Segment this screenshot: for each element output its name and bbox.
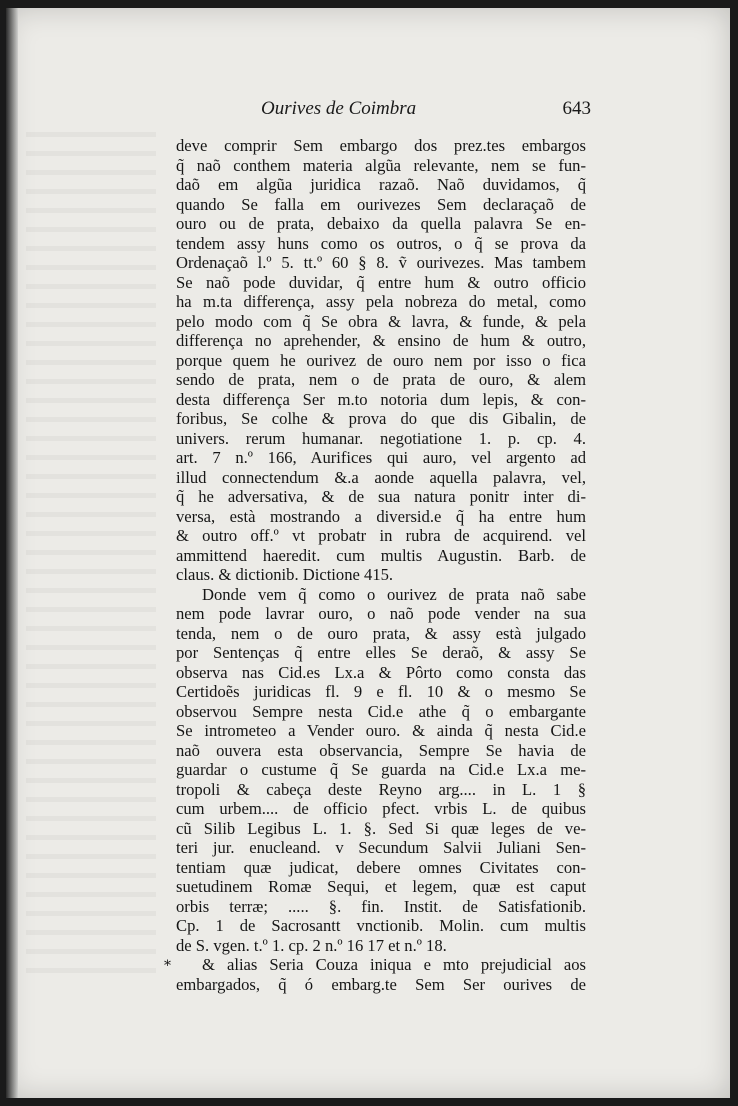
text-line: Se naõ pode duvidar, q̃ entre hum & outro officio — [176, 272, 586, 292]
text-line: q̃ naõ conthem materia algũa relevante, nem se fun- — [176, 155, 586, 175]
text-line: de S. vgen. t.º 1. cp. 2 n.º 16 17 et n.º 18. — [176, 935, 447, 955]
text-line: por Sentenças q̃ entre elles Se deraõ, & assy Se — [176, 643, 586, 662]
text-line: naõ ouvera esta observancia, Sempre Se havia de — [176, 740, 586, 760]
text-line: deve comprir Sem embargo dos prez.tes embargos — [176, 136, 586, 155]
text-line: quando Se falla em ourivezes Sem declaraçaõ de — [176, 194, 586, 214]
running-title: Ourives de Coimbra — [261, 98, 417, 119]
page-header — [261, 98, 591, 128]
text-line: differença no aprehender, & ensino de hum & outro, — [176, 331, 586, 350]
text-line: q̃ he adversativa, & de sua natura ponitr inter di- — [176, 487, 586, 506]
text-line: ouro ou de prata, debaixo da quella palavra Se en- — [176, 214, 586, 233]
text-line: observou Sempre nesta Cid.e athe q̃ o embargante — [176, 701, 586, 721]
text-line: tentiam quæ judicat, debere omnes Civitates con- — [176, 857, 586, 877]
text-line: sendo de prata, nem o de prata de ouro, & alem — [176, 370, 586, 389]
body-text — [176, 136, 586, 994]
text-line: daõ em algũa juridica razaõ. Naõ duvidamos, q̃ — [176, 175, 586, 194]
text-line: Donde vem q̃ como o ourivez de prata naõ sabe — [202, 584, 586, 604]
text-line: illud connectendum &.a aonde aquella palavra, vel, — [176, 467, 586, 487]
text-line: embargados, q̃ ó embarg.te Sem Ser ourives de — [176, 974, 586, 994]
text-line: ammittend haeredit. cum multis Augustin. Barb. de — [176, 545, 586, 565]
text-line: Cp. 1 de Sacrosantt vnctionib. Molin. cum multis — [176, 916, 586, 935]
text-line: tenda, nem o de ouro prata, & assy està julgado — [176, 623, 586, 643]
text-line: foribus, Se colhe & prova do que dis Gibalin, de — [176, 409, 586, 428]
text-line: cũ Silib Legibus L. 1. §. Sed Si quæ leges de ve- — [176, 818, 586, 838]
manuscript-page — [6, 8, 730, 1098]
text-line: Certidoẽs juridicas fl. 9 e fl. 10 & o mesmo Se — [176, 682, 586, 701]
text-line: nem pode lavrar ouro, o naõ pode vender na sua — [176, 604, 586, 623]
text-line: porque quem he ourivez de ouro nem por isso o fica — [176, 350, 586, 370]
text-line: desta differença Ser m.to notoria dum lepis, & con- — [176, 389, 586, 409]
page-number: 643 — [562, 98, 591, 119]
binding-gutter — [6, 8, 18, 1098]
show-through-text — [26, 118, 156, 978]
text-line: cum urbem.... de officio pfect. vrbis L. de quibus — [176, 799, 586, 818]
text-line: guardar o custume q̃ Se guarda na Cid.e Lx.a me- — [176, 760, 586, 779]
text-line: suetudinem Romæ Sequi, et legem, quæ est caput — [176, 877, 586, 896]
text-line: Ordenaçaõ l.º 5. tt.º 60 § 8. ṽ ourivezes. Mas tambem — [176, 253, 586, 272]
text-line: tendem assy huns como os outros, o q̃ se prova da — [176, 233, 586, 253]
text-line: tropoli & cabeça deste Reyno arg.... in L. 1 § — [176, 779, 586, 799]
text-line: Se intrometeo a Vender ouro. & ainda q̃ nesta Cid.e — [176, 721, 586, 740]
text-line: pelo modo com q̃ Se obra & lavra, & funde, & pela — [176, 311, 586, 331]
text-line: claus. & dictionib. Dictione 415. — [176, 565, 394, 584]
text-line: orbis terræ; ..... §. fin. Instit. de Satisfationib. — [176, 896, 586, 916]
text-line: teri jur. enucleand. v Secundum Salvii Juliani Sen- — [176, 838, 586, 857]
text-line: art. 7 n.º 166, Aurifices qui auro, vel argento ad — [176, 448, 586, 467]
text-line: univers. rerum humanar. negotiatione 1. p. cp. 4. — [176, 428, 586, 448]
text-line: ha m.ta differença, assy pela nobreza do metal, como — [176, 292, 586, 311]
text-line: observa nas Cid.es Lx.a & Pôrto como consta das — [176, 662, 586, 682]
asterisk-mark: * — [164, 958, 171, 974]
text-line: & outro off.º vt probatr in rubra de acquirend. vel — [176, 526, 586, 545]
text-line: & alias Seria Couza iniqua e mto prejudicial aos — [202, 955, 586, 974]
text-line: versa, està mostrando a diversid.e q̃ ha entre hum — [176, 506, 586, 526]
